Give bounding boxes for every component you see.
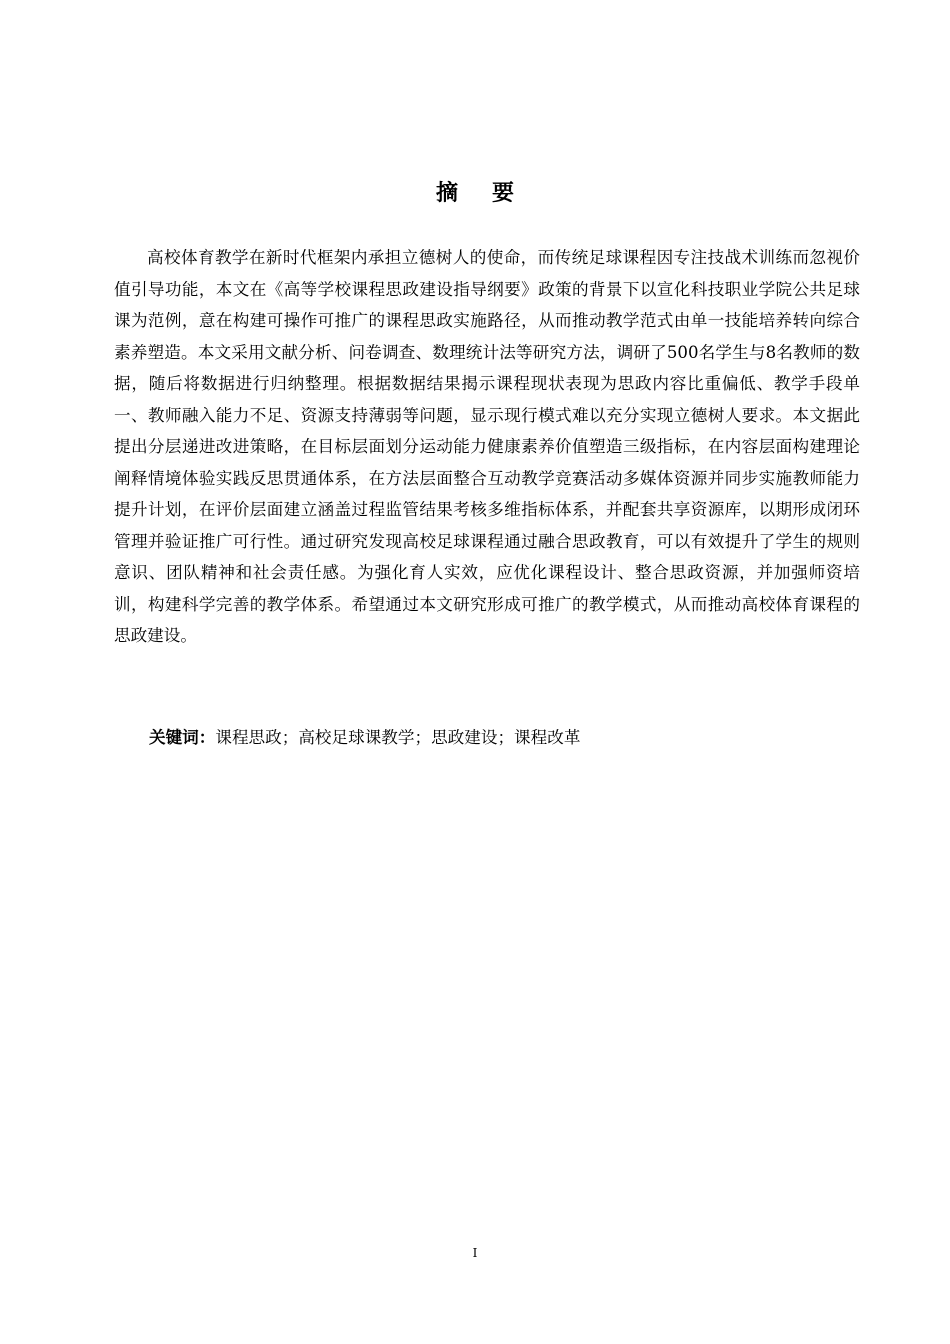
keywords-text: 课程思政；高校足球课教学；思政建设；课程改革 <box>215 728 581 747</box>
page-number: I <box>472 1246 478 1260</box>
abstract-title: 摘要 <box>435 181 548 206</box>
keywords-label: 关键词： <box>149 728 216 747</box>
keywords-line <box>149 724 860 752</box>
abstract-body: 高校体育教学在新时代框架内承担立德树人的使命，而传统足球课程因专注技战术训练而忽视价值引导功能，本文在《高等学校课程思政建设指导纲要》政策的背景下以宣化科技职业学院公共足球课为范例，意在构建可操作可推广的课程思政实施路径，从而推动教学范式由单一技能培养转向综合素养塑造。本文采用文献分析、问卷调查、数理统计法等研究方法，调研了500名学生与8名教师的数据，随后将数据进行归纳整理。根据数据结果揭示课程现状表现为思政内容比重偏低、教学手段单一、教师融入能力不足、资源支持薄弱等问题，显示现行模式难以充分实现立德树人要求。本文据此提出分层递进改进策略，在目标层面划分运动能力健康素养价值塑造三级指标，在内容层面构建理论阐释情境体验实践反思贯通体系，在方法层面整合互动教学竞赛活动多媒体资源并同步实施教师能力提升计划，在评价层面建立涵盖过程监管结果考核多维指标体系，并配套共享资源库，以期形成闭环管理并验证推广可行性。通过研究发现高校足球课程通过融合思政教育，可以有效提升了学生的规则意识、团队精神和社会责任感。为强化育人实效，应优化课程设计、整合思政资源，并加强师资培训，构建科学完善的教学体系。希望通过本文研究形成可推广的教学模式，从而推动高校体育课程的思政建设。 <box>114 248 860 645</box>
